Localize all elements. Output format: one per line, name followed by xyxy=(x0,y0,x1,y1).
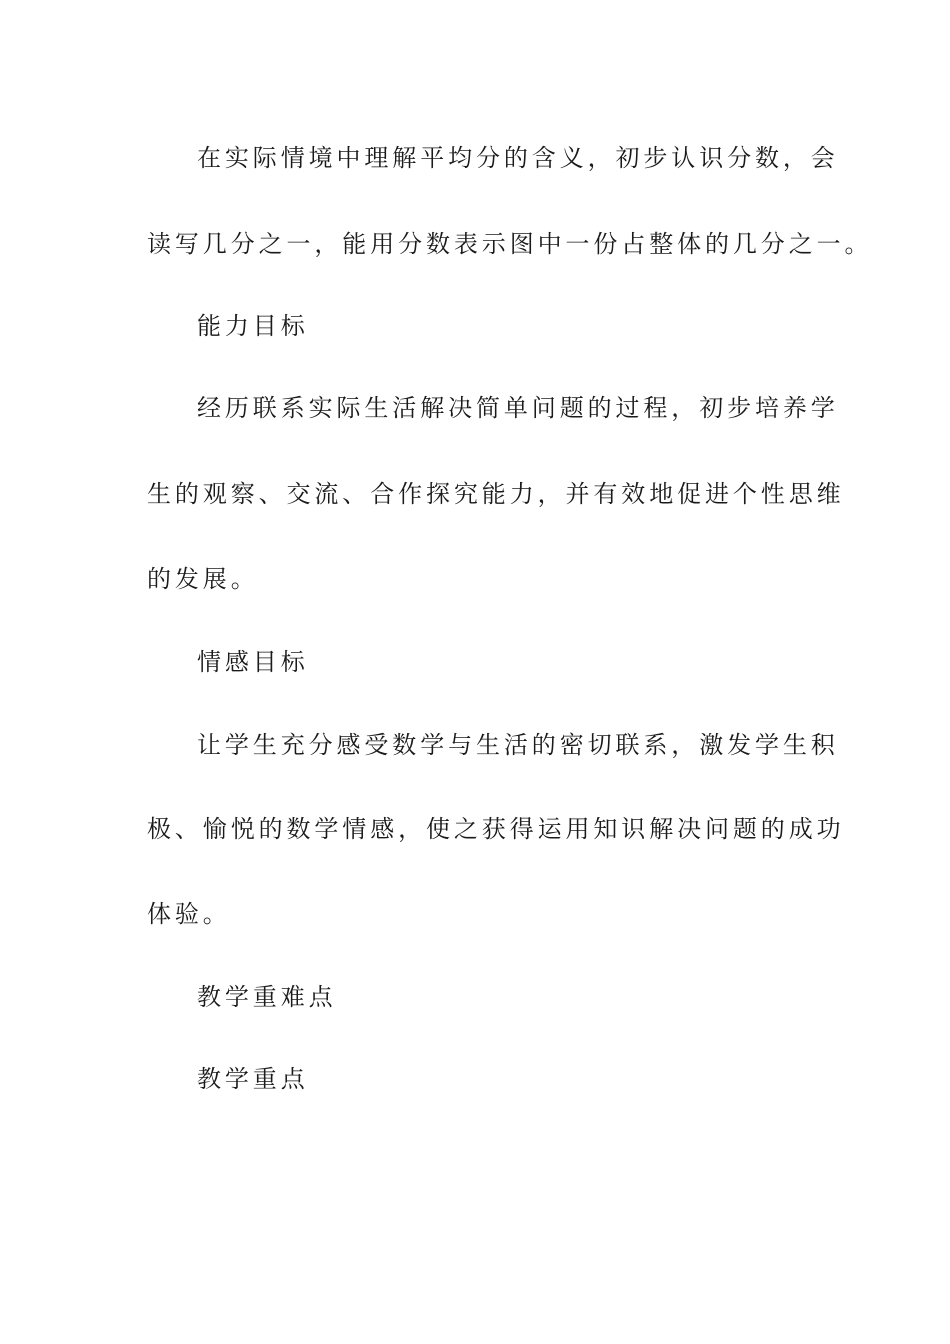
knowledge-goal-paragraph-line-1: 在实际情境中理解平均分的含义，初步认识分数，会 xyxy=(197,144,839,172)
key-points-heading: 教学重点 xyxy=(197,1065,309,1093)
knowledge-goal-paragraph-line-2: 读写几分之一，能用分数表示图中一份占整体的几分之一。 xyxy=(147,230,873,258)
ability-goal-paragraph-line-2: 生的观察、交流、合作探究能力，并有效地促进个性思维 xyxy=(147,480,845,508)
key-and-difficult-points-heading: 教学重难点 xyxy=(197,983,337,1011)
ability-goal-heading: 能力目标 xyxy=(197,312,309,340)
emotion-goal-paragraph-line-2: 极、愉悦的数学情感，使之获得运用知识解决问题的成功 xyxy=(147,815,845,843)
emotion-goal-heading: 情感目标 xyxy=(197,648,309,676)
ability-goal-paragraph-line-3: 的发展。 xyxy=(147,565,259,593)
emotion-goal-paragraph-line-1: 让学生充分感受数学与生活的密切联系，激发学生积 xyxy=(197,731,839,759)
emotion-goal-paragraph-line-3: 体验。 xyxy=(147,900,231,928)
ability-goal-paragraph-line-1: 经历联系实际生活解决简单问题的过程，初步培养学 xyxy=(197,394,839,422)
